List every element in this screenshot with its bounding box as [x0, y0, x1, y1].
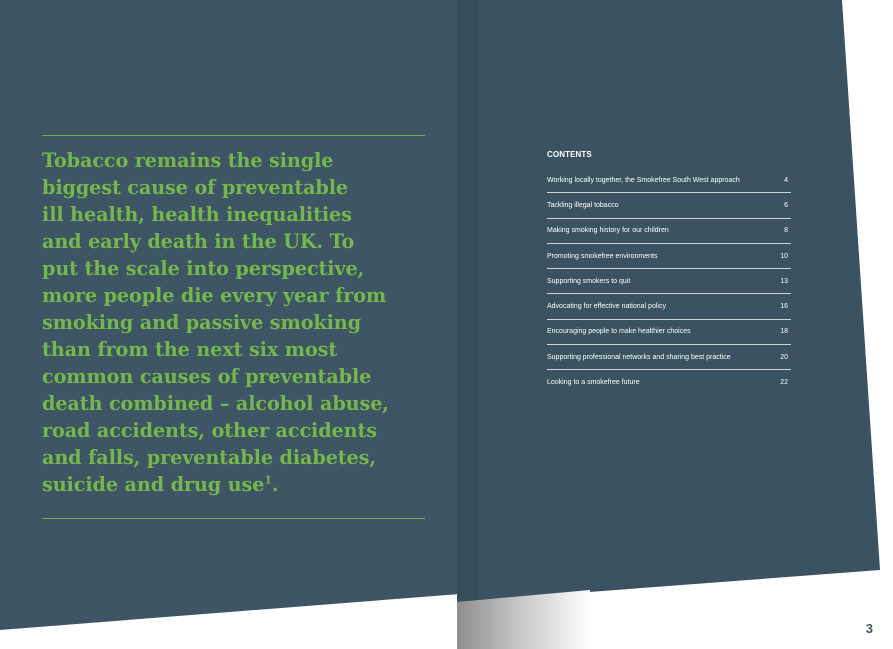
quote-line: put the scale into perspective,: [42, 257, 365, 280]
toc-item[interactable]: [547, 244, 791, 269]
toc-item-page: 22: [780, 379, 788, 387]
toc-item-title: Looking to a smokefree future: [547, 379, 640, 387]
quote-line: death combined – alcohol abuse,: [42, 392, 389, 415]
quote-top-rule: [42, 135, 425, 136]
quote-bottom-rule: [42, 518, 425, 519]
toc-item-title: Working locally together, the Smokefree South West approach: [547, 176, 740, 184]
footnote-marker: 1: [264, 473, 272, 487]
quote-line: and early death in the UK. To: [42, 230, 355, 253]
toc-item-title: Making smoking history for our children: [547, 227, 669, 235]
toc-item-page: 16: [780, 303, 788, 311]
quote-line: smoking and passive smoking: [42, 311, 361, 334]
toc-item[interactable]: [547, 219, 791, 244]
toc-item-page: 13: [780, 277, 788, 285]
toc-item[interactable]: [547, 345, 791, 370]
quote-line: Tobacco remains the single: [42, 149, 334, 172]
quote-line: and falls, preventable diabetes,: [42, 446, 376, 469]
quote-text: [42, 147, 425, 498]
toc-item-title: Promoting smokefree environments: [547, 252, 658, 260]
toc-item-title: Supporting professional networks and sharing best practice: [547, 353, 731, 361]
quote-block: [42, 135, 425, 519]
toc-item-title: Supporting smokers to quit: [547, 277, 631, 285]
fold-shadow: [457, 0, 478, 602]
quote-line: common causes of preventable: [42, 365, 372, 388]
quote-line: more people die every year from: [42, 284, 387, 307]
toc-item-page: 18: [780, 328, 788, 336]
toc-item[interactable]: [547, 320, 791, 345]
toc-item-title: Tackling illegal tobacco: [547, 201, 619, 209]
toc-item[interactable]: [547, 168, 791, 193]
toc-item-page: 8: [784, 227, 788, 235]
toc-item[interactable]: [547, 370, 791, 394]
page-number: 3: [865, 621, 873, 636]
toc-item-page: 20: [780, 353, 788, 361]
contents-list: [547, 150, 791, 395]
quote-line: ill health, health inequalities: [42, 203, 352, 226]
toc-item-page: 4: [784, 176, 788, 184]
toc-item-title: Advocating for effective national policy: [547, 303, 666, 311]
toc-item-title: Encouraging people to make healthier choices: [547, 328, 691, 336]
contents-heading: CONTENTS: [547, 150, 592, 159]
toc-item-page: 10: [780, 252, 788, 260]
quote-line: than from the next six most: [42, 338, 338, 361]
toc-item[interactable]: [547, 193, 791, 218]
quote-line: biggest cause of preventable: [42, 176, 349, 199]
quote-line: road accidents, other accidents: [42, 419, 377, 442]
toc-item-page: 6: [784, 201, 788, 209]
toc-item[interactable]: [547, 269, 791, 294]
quote-line: suicide and drug use: [42, 473, 265, 496]
toc-item[interactable]: [547, 294, 791, 319]
quote-end-punctuation: .: [271, 473, 279, 496]
